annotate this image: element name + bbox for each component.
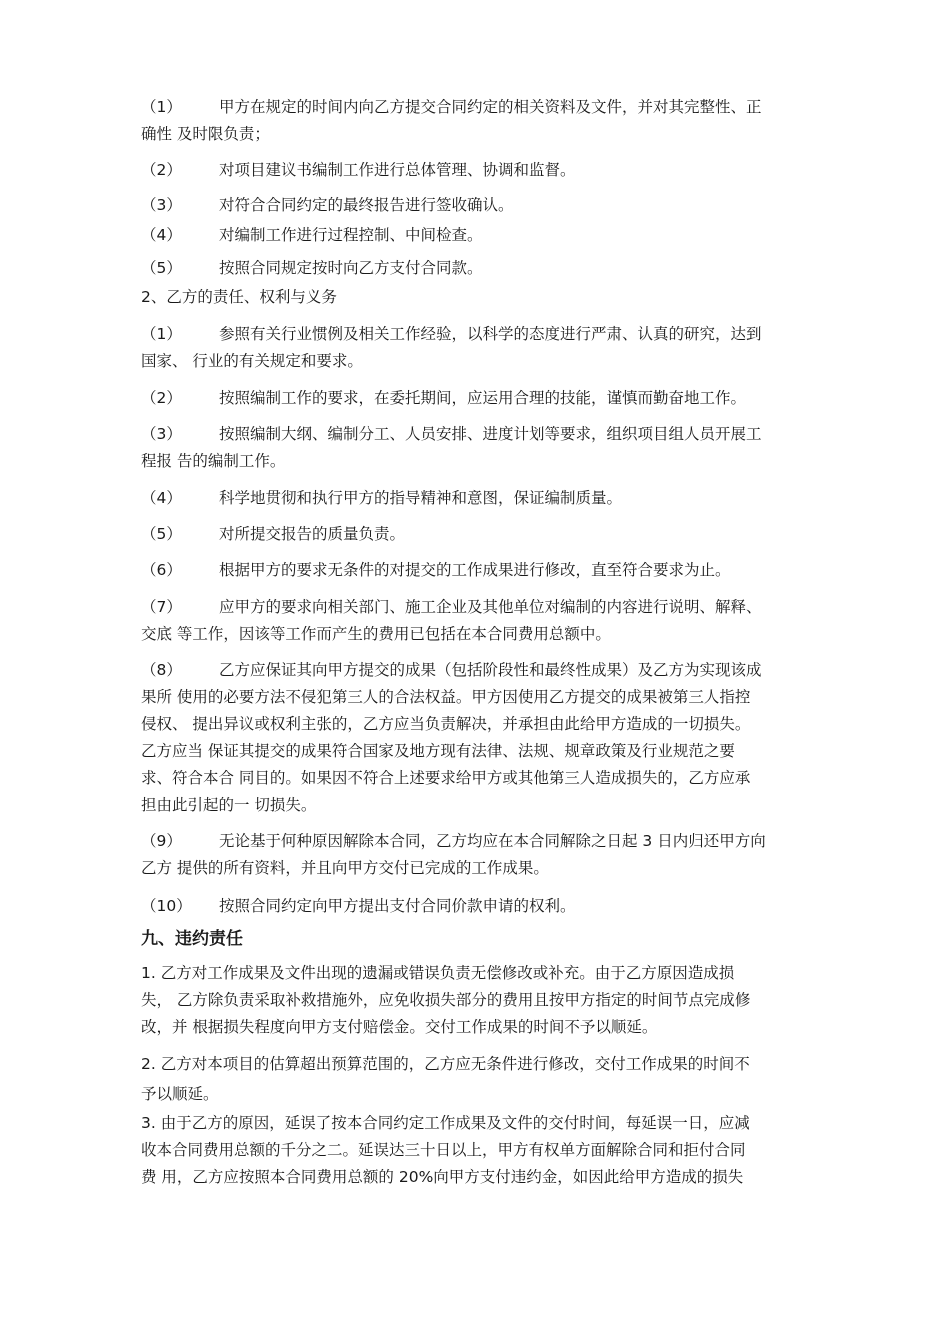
item-text: 按照编制大纲、编制分工、人员安排、进度计划等要求，组织项目组人员开展工 <box>219 425 762 443</box>
item-text: 乙方应保证其向甲方提交的成果（包括阶段性和最终性成果）及乙方为实现该成 <box>219 661 762 679</box>
item-text-continued: 程报 告的编制工作。 <box>141 452 286 470</box>
party-b-item-3 <box>141 421 821 475</box>
party-b-item-9 <box>141 828 821 882</box>
party-b-item-7 <box>141 594 821 648</box>
item-number: （8） <box>141 661 182 679</box>
item-text: 应甲方的要求向相关部门、施工企业及其他单位对编制的内容进行说明、解释、 <box>219 598 762 616</box>
section-9-heading: 九、违约责任 <box>141 929 243 949</box>
item-text: 根据甲方的要求无条件的对提交的工作成果进行修改，直至符合要求为止。 <box>219 561 731 579</box>
item-number: （3） <box>141 196 182 214</box>
party-a-item-5 <box>141 255 821 282</box>
item-text-continued: 求、符合本合 同目的。如果因不符合上述要求给甲方或其他第三人造成损失的，乙方应承 <box>141 769 751 787</box>
item-text: 按照合同规定按时向乙方支付合同款。 <box>219 259 483 277</box>
party-a-item-2 <box>141 157 821 184</box>
clause-text: 费 用，乙方应按照本合同费用总额的 20%向甲方支付违约金，如因此给甲方造成的损失 <box>141 1168 744 1186</box>
item-number: （2） <box>141 389 182 407</box>
item-number: （4） <box>141 489 182 507</box>
item-text: 对符合合同约定的最终报告进行签收确认。 <box>219 196 514 214</box>
item-number: （1） <box>141 325 182 343</box>
item-number: （1） <box>141 98 182 116</box>
item-text: 对编制工作进行过程控制、中间检查。 <box>219 226 483 244</box>
clause-text: 失， 乙方除负责采取补救措施外，应免收损失部分的费用且按甲方指定的时间节点完成修 <box>141 991 751 1009</box>
party-a-item-1 <box>141 94 821 148</box>
item-text: 科学地贯彻和执行甲方的指导精神和意图，保证编制质量。 <box>219 489 623 507</box>
item-text: 按照合同约定向甲方提出支付合同价款申请的权利。 <box>219 897 576 915</box>
item-number: （5） <box>141 259 182 277</box>
clause-text: 收本合同费用总额的千分之二。延误达三十日以上，甲方有权单方面解除合同和拒付合同 <box>141 1141 746 1159</box>
clause-text: 3. 由于乙方的原因，延误了按本合同约定工作成果及文件的交付时间，每延误一日，应减 <box>141 1114 750 1132</box>
item-text-continued: 侵权、 提出异议或权利主张的，乙方应当负责解决，并承担由此给甲方造成的一切损失。 <box>141 715 751 733</box>
section-2-heading: 2、乙方的责任、权利与义务 <box>141 288 337 306</box>
clause-text: 1. 乙方对工作成果及文件出现的遗漏或错误负责无偿修改或补充。由于乙方原因造成损 <box>141 964 735 982</box>
party-b-item-10 <box>141 893 821 920</box>
clause-text: 2. 乙方对本项目的估算超出预算范围的，乙方应无条件进行修改，交付工作成果的时间不 <box>141 1055 750 1073</box>
party-a-item-3 <box>141 192 821 219</box>
item-text: 无论基于何种原因解除本合同，乙方均应在本合同解除之日起 3 日内归还甲方向 <box>219 832 766 850</box>
item-text: 甲方在规定的时间内向乙方提交合同约定的相关资料及文件，并对其完整性、正 <box>219 98 762 116</box>
item-number: （6） <box>141 561 182 579</box>
party-b-item-4 <box>141 485 821 512</box>
item-text: 参照有关行业惯例及相关工作经验，以科学的态度进行严肃、认真的研究，达到 <box>219 325 762 343</box>
item-number: （9） <box>141 832 182 850</box>
item-number: （4） <box>141 226 182 244</box>
item-text-continued: 确性 及时限负责； <box>141 125 270 143</box>
item-text-continued: 乙方应当 保证其提交的成果符合国家及地方现有法律、法规、规章政策及行业规范之要 <box>141 742 735 760</box>
item-text-continued: 交底 等工作，因该等工作而产生的费用已包括在本合同费用总额中。 <box>141 625 611 643</box>
item-text: 对所提交报告的质量负责。 <box>219 525 406 543</box>
item-number: （10） <box>141 897 192 915</box>
party-a-item-4 <box>141 222 821 249</box>
breach-clause-3 <box>141 1110 821 1191</box>
item-text-continued: 果所 使用的必要方法不侵犯第三人的合法权益。甲方因使用乙方提交的成果被第三人指控 <box>141 688 751 706</box>
clause-text: 改，并 根据损失程度向甲方支付赔偿金。交付工作成果的时间不予以顺延。 <box>141 1018 658 1036</box>
party-b-item-5 <box>141 521 821 548</box>
party-b-item-8 <box>141 657 821 819</box>
item-text-continued: 乙方 提供的所有资料，并且向甲方交付已完成的工作成果。 <box>141 859 549 877</box>
item-text-continued: 担由此引起的一 切损失。 <box>141 796 317 814</box>
clause-text: 予以顺延。 <box>141 1085 219 1103</box>
party-b-item-6 <box>141 557 821 584</box>
item-number: （2） <box>141 161 182 179</box>
item-number: （3） <box>141 425 182 443</box>
breach-clause-2 <box>141 1049 821 1109</box>
breach-clause-1 <box>141 960 821 1041</box>
item-number: （7） <box>141 598 182 616</box>
party-b-item-1 <box>141 321 821 375</box>
item-text-continued: 国家、 行业的有关规定和要求。 <box>141 352 363 370</box>
item-text: 对项目建议书编制工作进行总体管理、协调和监督。 <box>219 161 576 179</box>
item-text: 按照编制工作的要求，在委托期间，应运用合理的技能，谨慎而勤奋地工作。 <box>219 389 747 407</box>
item-number: （5） <box>141 525 182 543</box>
party-b-item-2 <box>141 385 821 412</box>
